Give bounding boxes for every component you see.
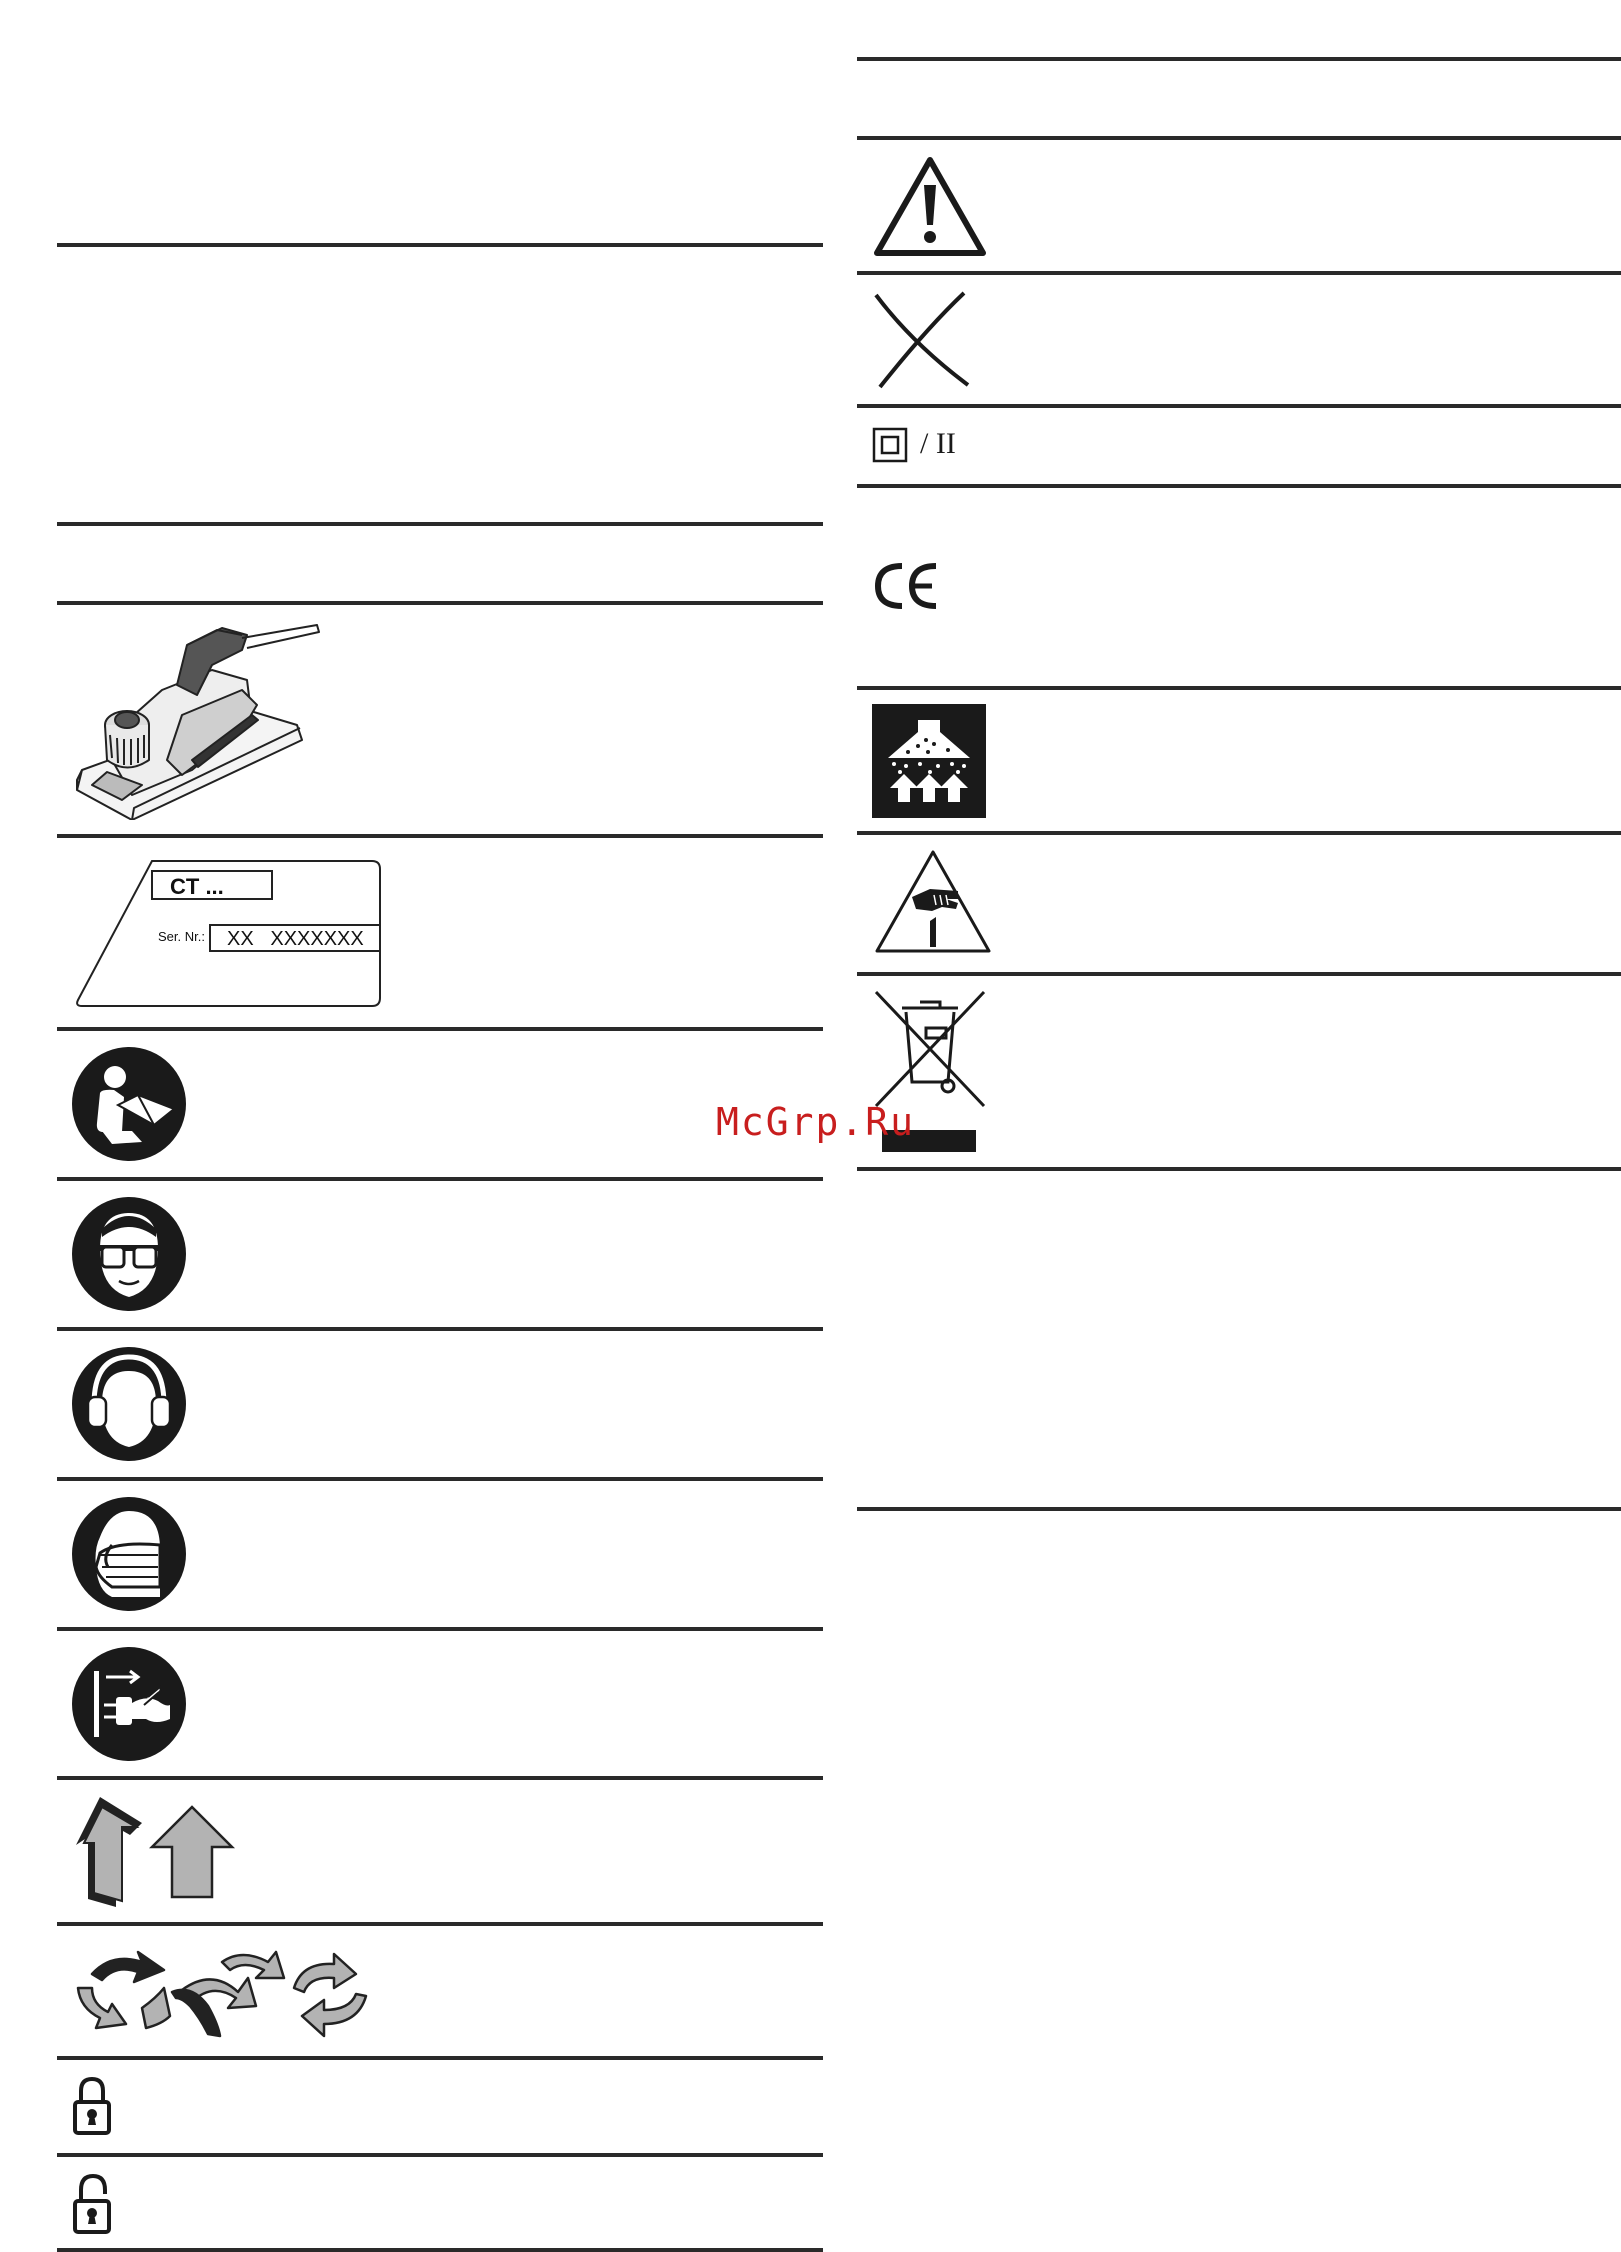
- divider: [857, 831, 1621, 835]
- watermark-text: McGrp.Ru: [716, 1100, 916, 1144]
- divider: [57, 1027, 823, 1031]
- divider: [57, 1177, 823, 1181]
- divider: [57, 1627, 823, 1631]
- read-manual-icon: [72, 1047, 186, 1161]
- divider: [857, 972, 1621, 976]
- unplug-icon: [72, 1647, 186, 1761]
- ear-protection-icon: [72, 1347, 186, 1461]
- divider: [57, 1776, 823, 1780]
- eye-protection-icon: [72, 1197, 186, 1311]
- arrow-up-icon: [72, 1793, 242, 1913]
- divider: [857, 271, 1621, 275]
- divider: [857, 1507, 1621, 1511]
- warning-icon: [872, 155, 988, 258]
- divider: [857, 57, 1621, 61]
- unlock-icon: [72, 2170, 118, 2236]
- class-ii-icon: [872, 427, 908, 463]
- divider: [57, 1327, 823, 1331]
- divider: [57, 2056, 823, 2060]
- divider: [57, 2248, 823, 2252]
- divider: [57, 522, 823, 526]
- divider: [57, 243, 823, 247]
- nameplate-model: CT ...: [170, 874, 224, 899]
- protection-class-text: / II: [920, 427, 956, 460]
- nameplate-illustration: [72, 858, 382, 1008]
- divider: [857, 686, 1621, 690]
- planer-illustration: [72, 620, 322, 820]
- rotation-icon: [72, 1948, 382, 2040]
- divider: [857, 484, 1621, 488]
- divider: [57, 2153, 823, 2157]
- divider: [57, 834, 823, 838]
- hand-injury-warning-icon: [872, 847, 994, 955]
- cross-icon: [872, 289, 972, 391]
- divider: [857, 404, 1621, 408]
- nameplate-serial-value: XX XXXXXXX: [227, 928, 364, 950]
- dust-mask-icon: [72, 1497, 186, 1611]
- nameplate-serial-label: Ser. Nr.:: [158, 929, 205, 944]
- divider: [857, 1167, 1621, 1171]
- dust-extraction-icon: [872, 704, 986, 818]
- divider: [57, 601, 823, 605]
- divider: [57, 1922, 823, 1926]
- ce-icon: [872, 560, 942, 612]
- lock-icon: [72, 2075, 112, 2137]
- divider: [857, 136, 1621, 140]
- divider: [57, 1477, 823, 1481]
